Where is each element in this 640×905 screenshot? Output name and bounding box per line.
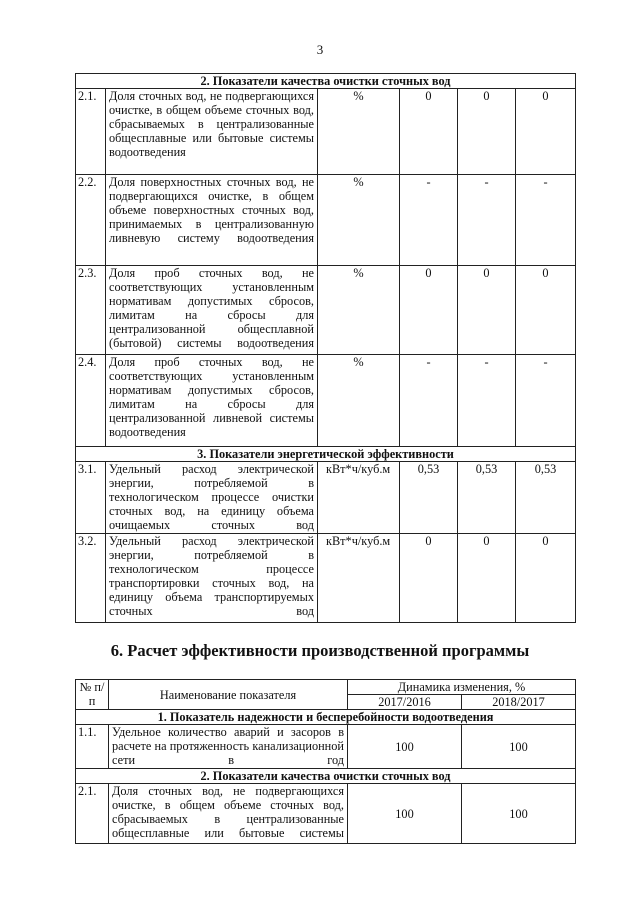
section-row [76, 710, 576, 725]
col-dynamics-header: Динамика изменения, % [348, 680, 576, 695]
row-number: 3.1. [76, 462, 106, 534]
row-value: - [458, 355, 516, 447]
section-title: 2. Показатели качества очистки сточных вод [76, 74, 576, 89]
row-description: Доля сточных вод, не подвергающихся очистке, в общем объеме сточных вод, сбрасываемых в централизованные общесплавные или бытовые системы [109, 784, 348, 844]
page-number: 3 [316, 42, 324, 57]
row-value: - [400, 175, 458, 266]
row-value: 0 [516, 89, 576, 175]
row-value: 0,53 [516, 462, 576, 534]
row-unit: % [318, 89, 400, 175]
indicators-table [75, 73, 576, 623]
row-number: 2.1. [76, 784, 109, 844]
section-title: 2. Показатели качества очистки сточных вод [76, 769, 576, 784]
row-number: 2.2. [76, 175, 106, 266]
table-row [76, 355, 576, 447]
section-heading: 6. Расчет эффективности производственной программы [110, 641, 530, 660]
row-description: Доля сточных вод, не подвергающихся очистке, в общем объеме сточных вод, сбрасываемых в централизованные общесплавные или бытовые системы водоотведения [106, 89, 318, 175]
row-value: - [516, 175, 576, 266]
section-row [76, 447, 576, 462]
header-row [76, 680, 576, 695]
row-value: 100 [462, 784, 576, 844]
row-value: 0 [400, 89, 458, 175]
table-row [76, 534, 576, 623]
row-value: 0 [516, 266, 576, 355]
row-number: 1.1. [76, 725, 109, 769]
col-name-header: Наименование показателя [109, 680, 348, 710]
col-year-header: 2017/2016 [348, 695, 462, 710]
row-value: 100 [348, 725, 462, 769]
section-row [76, 769, 576, 784]
row-value: - [400, 355, 458, 447]
row-description: Доля проб сточных вод, не соответствующих установленным нормативам допустимых сбросов, лимитам на сбросы для централизованной ливневой системы водоотведения [106, 355, 318, 447]
row-unit: кВт*ч/куб.м [318, 462, 400, 534]
table-row [76, 175, 576, 266]
row-description: Доля поверхностных сточных вод, не подвергающихся очистке, в общем объеме поверхностных сточных вод, принимаемых в централизованную ливневую систему водоотведения [106, 175, 318, 266]
section-title: 1. Показатель надежности и бесперебойности водоотведения [76, 710, 576, 725]
row-value: 0 [458, 266, 516, 355]
row-value: - [516, 355, 576, 447]
table-row [76, 89, 576, 175]
row-value: 0 [458, 89, 516, 175]
row-value: 0,53 [400, 462, 458, 534]
section-row [76, 74, 576, 89]
row-unit: кВт*ч/куб.м [318, 534, 400, 623]
row-value: 0 [516, 534, 576, 623]
col-year-header: 2018/2017 [462, 695, 576, 710]
row-value: 0,53 [458, 462, 516, 534]
row-number: 2.4. [76, 355, 106, 447]
row-description: Удельный расход электрической энергии, потребляемой в технологическом процессе транспортировки сточных вод, на единицу объема транспортируемых сточных вод [106, 534, 318, 623]
efficiency-table [75, 679, 576, 844]
table-row [76, 725, 576, 769]
row-unit: % [318, 175, 400, 266]
section-title: 3. Показатели энергетической эффективности [76, 447, 576, 462]
col-num-header: № п/п [76, 680, 109, 710]
row-description: Доля проб сточных вод, не соответствующих установленным нормативам допустимых сбросов, лимитам на сбросы для централизованной общесплавной (бытовой) системы водоотведения [106, 266, 318, 355]
row-number: 2.3. [76, 266, 106, 355]
row-description: Удельный расход электрической энергии, потребляемой в технологическом процессе очистки сточных вод, на единицу объема очищаемых сточных вод [106, 462, 318, 534]
table-row [76, 462, 576, 534]
row-value: 0 [458, 534, 516, 623]
row-number: 3.2. [76, 534, 106, 623]
row-unit: % [318, 355, 400, 447]
table-row [76, 266, 576, 355]
row-description: Удельное количество аварий и засоров в расчете на протяженность канализационной сети в год [109, 725, 348, 769]
row-value: 100 [348, 784, 462, 844]
table-row [76, 784, 576, 844]
row-value: 100 [462, 725, 576, 769]
row-value: 0 [400, 266, 458, 355]
row-value: 0 [400, 534, 458, 623]
row-number: 2.1. [76, 89, 106, 175]
row-unit: % [318, 266, 400, 355]
row-value: - [458, 175, 516, 266]
